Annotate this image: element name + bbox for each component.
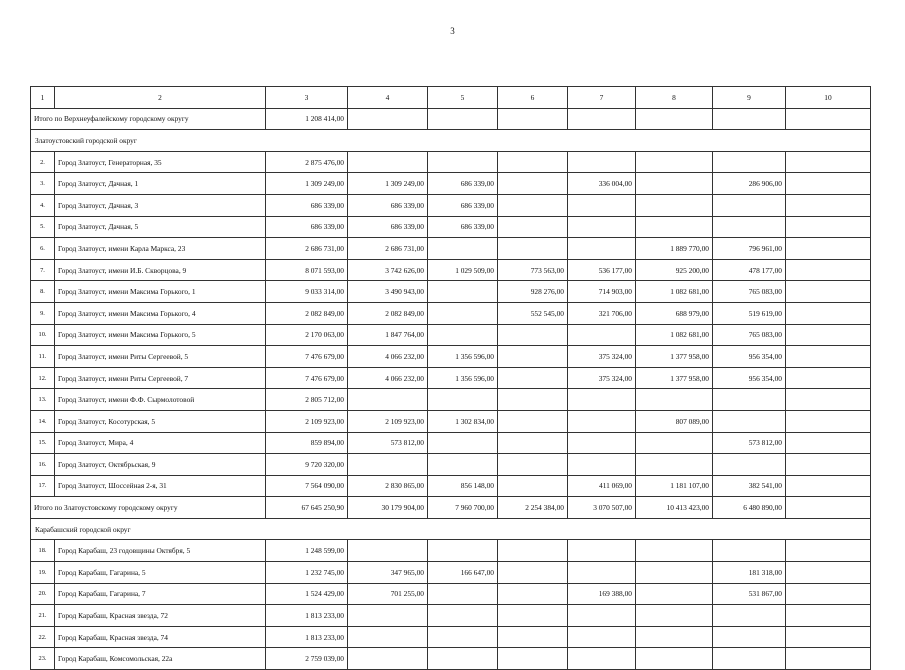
column-number: 1 (31, 87, 55, 109)
address-cell: Город Златоуст, Октябрьская, 9 (55, 454, 266, 476)
address-cell: Город Златоуст, имени Ф.Ф. Сырмолотовой (55, 389, 266, 411)
amount-cell: 7 564 090,00 (266, 475, 348, 497)
table-row (31, 302, 871, 324)
amount-cell: 1 029 509,00 (428, 259, 498, 281)
address-cell: Город Златоуст, Мира, 4 (55, 432, 266, 454)
row-number: 15. (31, 432, 55, 454)
amount-cell: 1 524 429,00 (266, 583, 348, 605)
column-number: 6 (498, 87, 568, 109)
amount-cell: 1 082 681,00 (636, 324, 713, 346)
amount-cell (786, 605, 871, 627)
amount-cell: 2 805 712,00 (266, 389, 348, 411)
amount-cell (498, 583, 568, 605)
amount-cell (498, 648, 568, 670)
address-cell: Город Златоуст, Дачная, 3 (55, 194, 266, 216)
amount-cell (428, 151, 498, 173)
amount-cell (786, 562, 871, 584)
amount-cell (713, 108, 786, 130)
address-cell: Город Карабаш, Гагарина, 7 (55, 583, 266, 605)
table-row (31, 173, 871, 195)
amount-cell: 686 339,00 (428, 216, 498, 238)
amount-cell: 3 490 943,00 (348, 281, 428, 303)
address-cell: Город Златоуст, Косотурская, 5 (55, 410, 266, 432)
amount-cell: 411 069,00 (568, 475, 636, 497)
amount-cell (713, 648, 786, 670)
amount-cell: 375 324,00 (568, 346, 636, 368)
amount-cell: 2 759 039,00 (266, 648, 348, 670)
amount-cell (498, 540, 568, 562)
amount-cell (498, 216, 568, 238)
amount-cell (568, 454, 636, 476)
amount-cell (498, 454, 568, 476)
amount-cell (568, 216, 636, 238)
row-number: 2. (31, 151, 55, 173)
amount-cell: 686 339,00 (348, 216, 428, 238)
amount-cell: 181 318,00 (713, 562, 786, 584)
amount-cell (348, 108, 428, 130)
amount-cell: 1 889 770,00 (636, 238, 713, 260)
row-number: 21. (31, 605, 55, 627)
amount-cell (786, 281, 871, 303)
table-row (31, 324, 871, 346)
row-number: 10. (31, 324, 55, 346)
amount-cell (428, 238, 498, 260)
amount-cell: 7 476 679,00 (266, 346, 348, 368)
amount-cell (786, 540, 871, 562)
table-row (31, 432, 871, 454)
amount-cell: 688 979,00 (636, 302, 713, 324)
row-number: 18. (31, 540, 55, 562)
amount-cell (786, 173, 871, 195)
object-list-table (30, 86, 871, 670)
amount-cell: 336 004,00 (568, 173, 636, 195)
amount-cell (713, 389, 786, 411)
address-cell: Город Златоуст, имени Риты Сергеевой, 7 (55, 367, 266, 389)
amount-cell (348, 389, 428, 411)
amount-cell (786, 302, 871, 324)
row-number: 12. (31, 367, 55, 389)
amount-cell (636, 605, 713, 627)
amount-cell: 2 082 849,00 (348, 302, 428, 324)
amount-cell: 859 894,00 (266, 432, 348, 454)
total-label: Итого по Верхнеуфалейскому городскому округу (31, 108, 266, 130)
amount-cell (786, 389, 871, 411)
amount-cell: 1 309 249,00 (266, 173, 348, 195)
column-number: 7 (568, 87, 636, 109)
amount-cell (786, 497, 871, 519)
amount-cell: 347 965,00 (348, 562, 428, 584)
amount-cell: 1 181 107,00 (636, 475, 713, 497)
amount-cell: 1 302 834,00 (428, 410, 498, 432)
amount-cell: 9 720 320,00 (266, 454, 348, 476)
amount-cell: 2 254 384,00 (498, 497, 568, 519)
amount-cell: 519 619,00 (713, 302, 786, 324)
row-number: 17. (31, 475, 55, 497)
amount-cell (786, 648, 871, 670)
amount-cell: 10 413 423,00 (636, 497, 713, 519)
amount-cell: 925 200,00 (636, 259, 713, 281)
address-cell: Город Златоуст, имени И.Б. Скворцова, 9 (55, 259, 266, 281)
amount-cell (348, 648, 428, 670)
amount-cell (568, 648, 636, 670)
amount-cell (713, 626, 786, 648)
amount-cell: 4 066 232,00 (348, 367, 428, 389)
amount-cell (713, 454, 786, 476)
address-cell: Город Карабаш, 23 годовщины Октября, 5 (55, 540, 266, 562)
address-cell: Город Карабаш, Красная звезда, 74 (55, 626, 266, 648)
address-cell: Город Златоуст, имени Максима Горького, 1 (55, 281, 266, 303)
amount-cell: 2 875 476,00 (266, 151, 348, 173)
amount-cell: 3 070 507,00 (568, 497, 636, 519)
amount-cell (498, 151, 568, 173)
amount-cell (636, 540, 713, 562)
amount-cell: 552 545,00 (498, 302, 568, 324)
amount-cell: 1 356 596,00 (428, 367, 498, 389)
amount-cell (568, 432, 636, 454)
amount-cell (428, 540, 498, 562)
amount-cell (568, 540, 636, 562)
amount-cell: 773 563,00 (498, 259, 568, 281)
amount-cell (636, 648, 713, 670)
row-number: 9. (31, 302, 55, 324)
table-row (31, 562, 871, 584)
row-number: 5. (31, 216, 55, 238)
row-number: 23. (31, 648, 55, 670)
amount-cell (786, 367, 871, 389)
amount-cell: 1 356 596,00 (428, 346, 498, 368)
amount-cell (636, 583, 713, 605)
amount-cell (636, 194, 713, 216)
amount-cell (786, 324, 871, 346)
amount-cell (568, 108, 636, 130)
amount-cell: 7 960 700,00 (428, 497, 498, 519)
section-row (31, 130, 871, 152)
amount-cell (428, 626, 498, 648)
amount-cell: 1 248 599,00 (266, 540, 348, 562)
amount-cell: 1 377 958,00 (636, 346, 713, 368)
amount-cell (713, 605, 786, 627)
address-cell: Город Златоуст, имени Риты Сергеевой, 5 (55, 346, 266, 368)
amount-cell (786, 151, 871, 173)
amount-cell (636, 216, 713, 238)
amount-cell: 796 961,00 (713, 238, 786, 260)
row-number: 6. (31, 238, 55, 260)
table-row (31, 281, 871, 303)
table-row (31, 389, 871, 411)
column-number: 2 (55, 87, 266, 109)
amount-cell: 1 813 233,00 (266, 626, 348, 648)
amount-cell: 1 309 249,00 (348, 173, 428, 195)
amount-cell: 2 830 865,00 (348, 475, 428, 497)
table-row (31, 151, 871, 173)
column-number: 10 (786, 87, 871, 109)
amount-cell: 807 089,00 (636, 410, 713, 432)
amount-cell: 169 388,00 (568, 583, 636, 605)
table-row (31, 410, 871, 432)
amount-cell (428, 454, 498, 476)
amount-cell (348, 454, 428, 476)
amount-cell: 686 339,00 (348, 194, 428, 216)
amount-cell (498, 324, 568, 346)
amount-cell: 956 354,00 (713, 346, 786, 368)
amount-cell (786, 194, 871, 216)
amount-cell: 1 208 414,00 (266, 108, 348, 130)
amount-cell (428, 324, 498, 346)
column-number: 3 (266, 87, 348, 109)
amount-cell: 686 339,00 (266, 194, 348, 216)
address-cell: Город Златоуст, Дачная, 1 (55, 173, 266, 195)
amount-cell: 1 813 233,00 (266, 605, 348, 627)
amount-cell (636, 389, 713, 411)
amount-cell: 6 480 890,00 (713, 497, 786, 519)
amount-cell (713, 194, 786, 216)
amount-cell (786, 216, 871, 238)
amount-cell (568, 389, 636, 411)
row-number: 4. (31, 194, 55, 216)
amount-cell (713, 540, 786, 562)
amount-cell (713, 216, 786, 238)
amount-cell (568, 626, 636, 648)
table-row (31, 346, 871, 368)
total-row (31, 497, 871, 519)
total-label: Итого по Златоустовскому городскому округу (31, 497, 266, 519)
amount-cell: 765 083,00 (713, 324, 786, 346)
amount-cell: 2 686 731,00 (266, 238, 348, 260)
row-number: 3. (31, 173, 55, 195)
table-row (31, 238, 871, 260)
amount-cell: 8 071 593,00 (266, 259, 348, 281)
amount-cell (636, 151, 713, 173)
section-row (31, 518, 871, 540)
amount-cell (568, 151, 636, 173)
amount-cell (428, 583, 498, 605)
amount-cell (568, 194, 636, 216)
amount-cell (428, 281, 498, 303)
amount-cell (786, 259, 871, 281)
row-number: 7. (31, 259, 55, 281)
amount-cell: 382 541,00 (713, 475, 786, 497)
amount-cell: 686 339,00 (266, 216, 348, 238)
amount-cell (786, 238, 871, 260)
amount-cell (713, 410, 786, 432)
column-number: 5 (428, 87, 498, 109)
amount-cell: 1 377 958,00 (636, 367, 713, 389)
amount-cell (636, 173, 713, 195)
amount-cell (636, 454, 713, 476)
amount-cell: 714 903,00 (568, 281, 636, 303)
column-number: 4 (348, 87, 428, 109)
amount-cell (568, 238, 636, 260)
amount-cell (636, 626, 713, 648)
amount-cell: 321 706,00 (568, 302, 636, 324)
table-row (31, 259, 871, 281)
amount-cell (498, 173, 568, 195)
amount-cell (568, 562, 636, 584)
amount-cell: 30 179 904,00 (348, 497, 428, 519)
table-row (31, 605, 871, 627)
table-row (31, 454, 871, 476)
address-cell: Город Карабаш, Гагарина, 5 (55, 562, 266, 584)
amount-cell (428, 302, 498, 324)
address-cell: Город Златоуст, Дачная, 5 (55, 216, 266, 238)
section-title: Карабашский городской округ (31, 518, 871, 540)
amount-cell (498, 475, 568, 497)
amount-cell (428, 389, 498, 411)
address-cell: Город Карабаш, Красная звезда, 72 (55, 605, 266, 627)
row-number: 19. (31, 562, 55, 584)
amount-cell (428, 108, 498, 130)
amount-cell: 2 082 849,00 (266, 302, 348, 324)
amount-cell: 1 232 745,00 (266, 562, 348, 584)
amount-cell: 686 339,00 (428, 194, 498, 216)
amount-cell (786, 454, 871, 476)
amount-cell: 765 083,00 (713, 281, 786, 303)
table-row (31, 648, 871, 670)
amount-cell (786, 432, 871, 454)
amount-cell (498, 238, 568, 260)
row-number: 22. (31, 626, 55, 648)
column-number-row (31, 87, 871, 109)
amount-cell (786, 626, 871, 648)
amount-cell (498, 346, 568, 368)
amount-cell (786, 475, 871, 497)
table-row (31, 367, 871, 389)
table-row (31, 194, 871, 216)
amount-cell: 686 339,00 (428, 173, 498, 195)
address-cell: Город Златоуст, имени Максима Горького, 5 (55, 324, 266, 346)
amount-cell (428, 648, 498, 670)
amount-cell (498, 194, 568, 216)
amount-cell (498, 432, 568, 454)
amount-cell: 928 276,00 (498, 281, 568, 303)
amount-cell: 536 177,00 (568, 259, 636, 281)
amount-cell: 531 867,00 (713, 583, 786, 605)
amount-cell (786, 346, 871, 368)
amount-cell: 856 148,00 (428, 475, 498, 497)
amount-cell (636, 432, 713, 454)
address-cell: Город Златоуст, Генераторная, 35 (55, 151, 266, 173)
amount-cell: 2 686 731,00 (348, 238, 428, 260)
table-row (31, 540, 871, 562)
amount-cell: 7 476 679,00 (266, 367, 348, 389)
amount-cell (636, 108, 713, 130)
amount-cell (498, 108, 568, 130)
amount-cell: 375 324,00 (568, 367, 636, 389)
amount-cell (713, 151, 786, 173)
amount-cell: 956 354,00 (713, 367, 786, 389)
amount-cell (348, 626, 428, 648)
amount-cell (498, 389, 568, 411)
amount-cell (498, 367, 568, 389)
table-row (31, 475, 871, 497)
row-number: 8. (31, 281, 55, 303)
total-row (31, 108, 871, 130)
amount-cell (498, 410, 568, 432)
amount-cell (786, 583, 871, 605)
row-number: 20. (31, 583, 55, 605)
amount-cell (568, 324, 636, 346)
amount-cell (498, 626, 568, 648)
amount-cell: 2 170 063,00 (266, 324, 348, 346)
amount-cell (568, 605, 636, 627)
amount-cell: 478 177,00 (713, 259, 786, 281)
amount-cell (348, 151, 428, 173)
amount-cell: 286 906,00 (713, 173, 786, 195)
amount-cell (568, 410, 636, 432)
row-number: 16. (31, 454, 55, 476)
amount-cell: 573 812,00 (713, 432, 786, 454)
section-title: Златоустовский городской округ (31, 130, 871, 152)
amount-cell: 701 255,00 (348, 583, 428, 605)
amount-cell (348, 605, 428, 627)
amount-cell (348, 540, 428, 562)
address-cell: Город Златоуст, имени Максима Горького, 4 (55, 302, 266, 324)
address-cell: Город Карабаш, Комсомольская, 22а (55, 648, 266, 670)
amount-cell: 67 645 250,90 (266, 497, 348, 519)
table-row (31, 583, 871, 605)
column-number: 8 (636, 87, 713, 109)
amount-cell: 2 109 923,00 (348, 410, 428, 432)
table-row (31, 216, 871, 238)
amount-cell: 166 647,00 (428, 562, 498, 584)
amount-cell: 4 066 232,00 (348, 346, 428, 368)
amount-cell: 2 109 923,00 (266, 410, 348, 432)
table-row (31, 626, 871, 648)
amount-cell (498, 562, 568, 584)
row-number: 14. (31, 410, 55, 432)
address-cell: Город Златоуст, Шоссейная 2-я, 31 (55, 475, 266, 497)
amount-cell: 573 812,00 (348, 432, 428, 454)
address-cell: Город Златоуст, имени Карла Маркса, 23 (55, 238, 266, 260)
column-number: 9 (713, 87, 786, 109)
amount-cell: 1 847 764,00 (348, 324, 428, 346)
amount-cell (786, 410, 871, 432)
amount-cell: 9 033 314,00 (266, 281, 348, 303)
amount-cell: 3 742 626,00 (348, 259, 428, 281)
row-number: 13. (31, 389, 55, 411)
amount-cell (498, 605, 568, 627)
amount-cell (636, 562, 713, 584)
amount-cell (428, 605, 498, 627)
amount-cell (428, 432, 498, 454)
amount-cell: 1 082 681,00 (636, 281, 713, 303)
page-number: 3 (450, 26, 455, 36)
row-number: 11. (31, 346, 55, 368)
amount-cell (786, 108, 871, 130)
